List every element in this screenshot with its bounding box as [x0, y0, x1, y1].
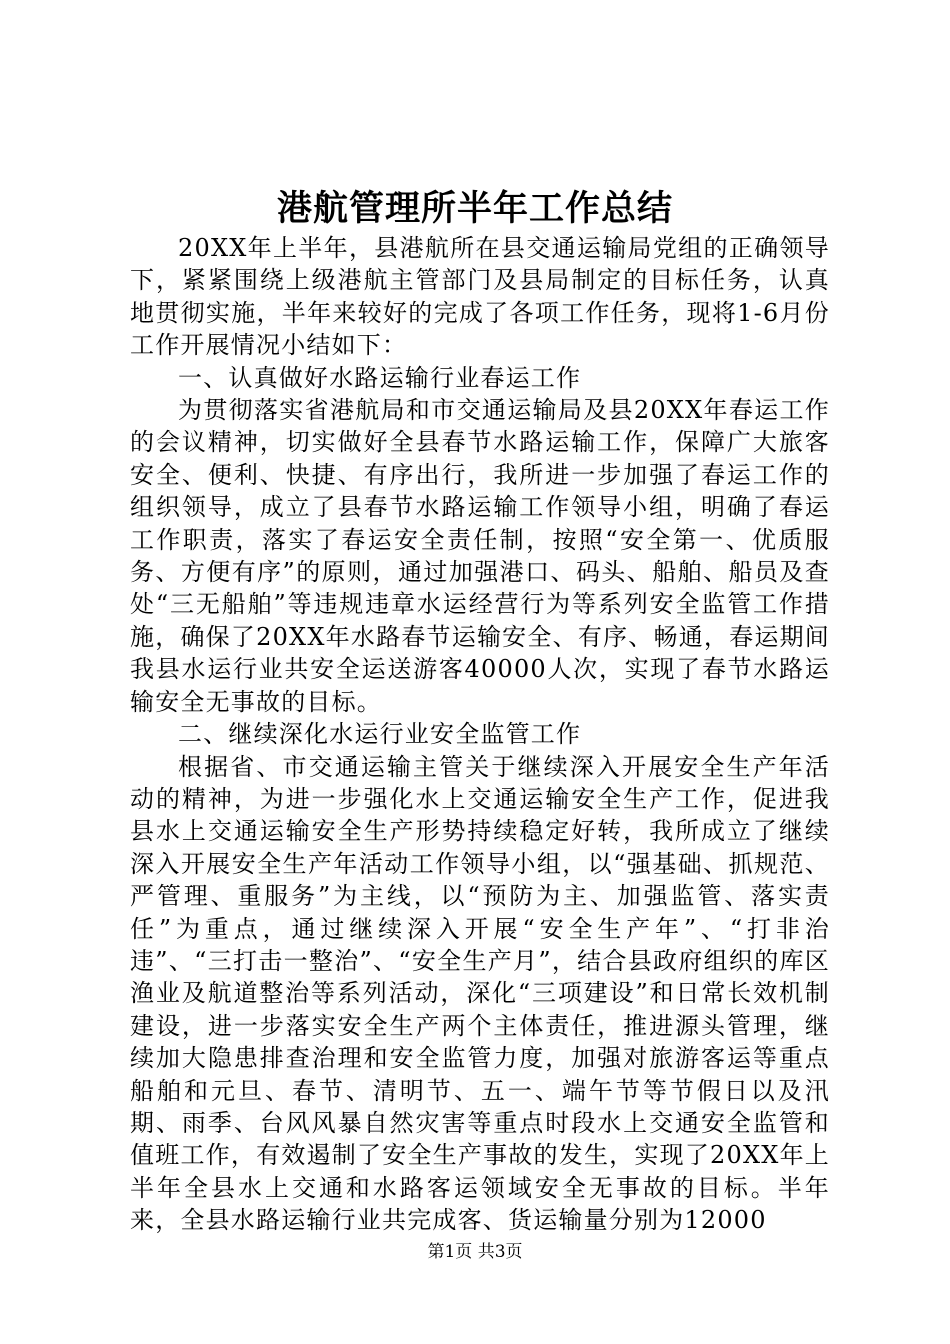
paragraph-safety-supervision: 根据省、市交通运输主管关于继续深入开展安全生产年活动的精神，为进一步强化水上交通运输安全生产工作，促进我县水上交通运输安全生产形势持续稳定好转，我所成立了继续深入开展安全生产年活动工作领导小组，以“强基础、抓规范、严管理、重服务”为主线，以“预防为主、加强监管、落实责任”为重点，通过继续深入开展“安全生产年”、“打非治违”、“三打击一整治”、“安全生产月”，结合县政府组织的库区渔业及航道整治等系列活动，深化“三项建设”和日常长效机制建设，进一步落实安全生产两个主体责任，推进源头管理，继续加大隐患排查治理和安全监管力度，加强对旅游客运等重点船舶和元旦、春节、清明节、五一、端午节等节假日以及汛期、雨季、台风风暴自然灾害等重点时段水上交通安全监管和值班工作，有效遏制了安全生产事故的发生，实现了20XX年上半年全县水上交通和水路客运领域安全无事故的目标。半年来，全县水路运输行业共完成客、货运输量分别为12000: [130, 752, 830, 1235]
page-footer: 第1页 共3页: [427, 1242, 523, 1262]
paragraph-intro: 20XX年上半年，县港航所在县交通运输局党组的正确领导下，紧紧围绕上级港航主管部门及县局制定的目标任务，认真地贯彻实施，半年来较好的完成了各项工作任务，现将1-6月份工作开展情况小结如下：: [130, 234, 830, 360]
document-title: 港航管理所半年工作总结: [276, 189, 673, 229]
document-body: [130, 232, 830, 1237]
section-heading-1: 一、认真做好水路运输行业春运工作: [178, 363, 582, 392]
paragraph-spring-transport: 为贯彻落实省港航局和市交通运输局及县20XX年春运工作的会议精神，切实做好全县春节水路运输工作，保障广大旅客安全、便利、快捷、有序出行，我所进一步加强了春运工作的组织领导，成立了县春节水路运输工作领导小组，明确了春运工作职责，落实了春运安全责任制，按照“安全第一、优质服务、方便有序”的原则，通过加强港口、码头、船舶、船员及查处“三无船舶”等违规违章水运经营行为等系列安全监管工作措施，确保了20XX年水路春节运输安全、有序、畅通，春运期间我县水运行业共安全运送游客40000人次，实现了春节水路运输安全无事故的目标。: [130, 396, 830, 716]
section-heading-2: 二、继续深化水运行业安全监管工作: [178, 720, 582, 749]
